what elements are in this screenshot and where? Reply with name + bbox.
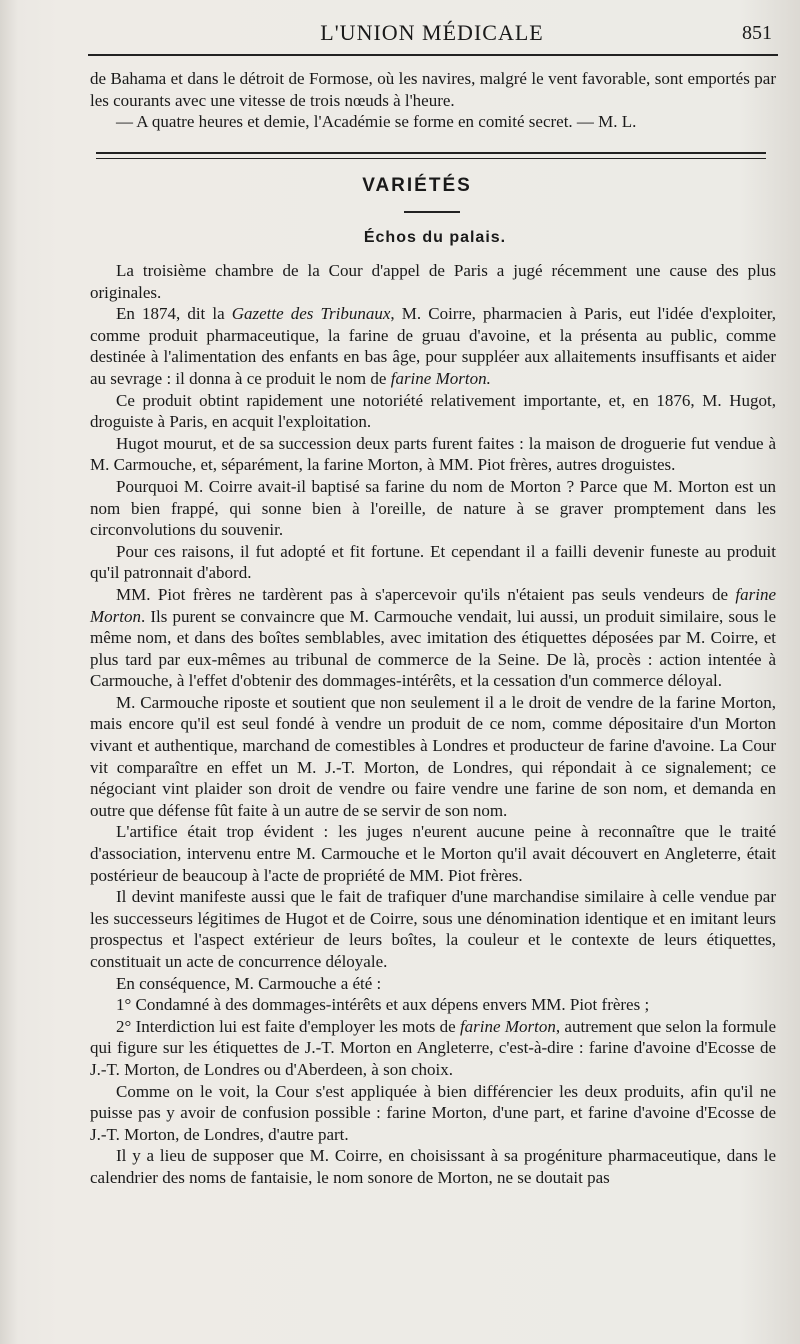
header-rule	[88, 54, 778, 56]
article-paragraph: En conséquence, M. Carmouche a été :	[116, 973, 382, 993]
article-paragraph: Il devint manifeste aussi que le fait de trafiquer d'une marchandise similaire à celle vendue par les successeurs légitimes de Hugot et de Coirre, sous une dénomination identique et en imitant leurs prospectus et l'aspect extérieur de leurs boîtes, la couleur et le contexte de leurs étiquettes, constituait un acte de concurrence déloyale.	[90, 887, 776, 971]
text-run: , M. Coirre, pharmacien à Paris, eut l'idée d'exploiter, comme produit pharmaceutique, la farine de gruau d'avoine, et la présenta au public, comme destinée à l'alimentation des enfants en bas âge, pour suppléer aux allaitements insuffisants et aider au sevrage : il donna à ce produit le nom de	[90, 304, 776, 388]
article-paragraph: Comme on le voit, la Cour s'est appliquée à bien différencier les deux produits, afin qu'il ne puisse pas y avoir de confusion possible : farine Morton, d'une part, et farine d'avoine d'Ecosse de J.-T. Morton, de Londres, d'autre part.	[90, 1081, 776, 1144]
article-paragraph: 1° Condamné à des dommages-intérêts et aux dépens envers MM. Piot frères ;	[116, 995, 650, 1015]
section-divider	[96, 152, 766, 159]
article-paragraph: Pourquoi M. Coirre avait-il baptisé sa farine du nom de Morton ? Parce que M. Morton est un nom bien frappé, qui sonne bien à l'oreille, de nature à se graver promptement dans les circonvolutions du souvenir.	[90, 476, 776, 540]
page-header	[90, 18, 774, 54]
text-run: En 1874, dit la	[116, 304, 232, 324]
article-paragraph	[90, 303, 776, 389]
text-run: , autrement que selon la formule qui figure sur les étiquettes de J.-T. Morton en Angleterre, c'est-à-dire : farine d'avoine d'Ecosse de J.-T. Morton, de Londres ou d'Aberdeen, à son choix.	[90, 1016, 777, 1079]
page-number: 851	[742, 22, 772, 44]
article-paragraph: Hugot mourut, et de sa succession deux parts furent faites : la maison de droguerie fut vendue à M. Carmouche, et, séparément, la farine Morton, à MM. Piot frères, autres droguistes.	[90, 433, 776, 475]
intro-block	[90, 68, 776, 133]
article-paragraph: La troisième chambre de la Cour d'appel de Paris a jugé récemment une cause des plus originales.	[90, 261, 776, 302]
article-paragraph	[90, 1016, 776, 1081]
intro-paragraph: de Bahama et dans le détroit de Formose, où les navires, malgré le vent favorable, sont emportés par les courants avec une vitesse de trois nœuds à l'heure.	[90, 69, 776, 110]
article-paragraph	[90, 584, 776, 692]
article-paragraph: Il y a lieu de supposer que M. Coirre, en choisissant à sa progéniture pharmaceutique, dans le calendrier des noms de fantaisie, le nom sonore de Morton, ne se doutait pas	[90, 1146, 776, 1187]
text-run: . Ils purent se convaincre que M. Carmouche vendait, lui aussi, un produit similaire, sous le même nom, et dans des boîtes semblables, avec imitation des étiquettes déposées par M. Coirre, et plus tard par eux-mêmes au tribunal de commerce de la Seine. De là, procès : action intentée à Carmouche, à l'effet d'obtenir des dommages-intérêts, et la cessation d'un commerce déloyal.	[90, 606, 776, 691]
running-title: L'UNION MÉDICALE	[320, 20, 544, 45]
intro-closing-paragraph: — A quatre heures et demie, l'Académie se forme en comité secret. — M. L.	[116, 112, 637, 132]
text-run: 2° Interdiction lui est faite d'employer les mots de	[116, 1016, 460, 1036]
italic-text: Gazette des Tribunaux	[231, 304, 391, 324]
article-subtitle: Échos du palais.	[363, 229, 507, 246]
text-run: MM. Piot frères ne tardèrent pas à s'apercevoir qu'ils n'étaient pas seuls vendeurs de	[116, 584, 736, 604]
italic-text: farine Morton	[459, 1016, 556, 1036]
article-paragraph: Pour ces raisons, il fut adopté et fit fortune. Et cependant il a failli devenir funeste au produit qu'il patronnait d'abord.	[90, 541, 776, 583]
article-paragraph: Ce produit obtint rapidement une notoriété relativement importante, et, en 1876, M. Hugot, droguiste à Paris, en acquit l'exploitation.	[90, 390, 776, 432]
section-title: VARIÉTÉS	[362, 175, 472, 196]
article-paragraph: L'artifice était trop évident : les juges n'eurent aucune peine à reconnaître que le traité d'association, intervenu entre M. Carmouche et le Morton qu'il avait découvert en Angleterre, était postérieur de beaucoup à l'acte de propriété de MM. Piot frères.	[90, 822, 776, 885]
title-underline	[404, 211, 460, 213]
italic-text: farine Morton	[90, 584, 776, 626]
article-paragraph: M. Carmouche riposte et soutient que non seulement il a le droit de vendre de la farine Morton, mais encore qu'il est seul fondé à vendre un produit de ce nom, comme dépositaire d'un Morton vivant et authentique, marchand de comestibles à Londres et producteur de farine d'avoine. La Cour vit comparaître en effet un M. J.-T. Morton, de Londres, qui répondait à ce signalement; ce négociant vint plaider son droit de vendre ou faire vendre une farine de son nom, et demanda en outre que défense fût faite à un autre de se servir de son nom.	[90, 692, 776, 820]
italic-text: farine Morton.	[390, 368, 491, 388]
article-body	[90, 260, 776, 1189]
